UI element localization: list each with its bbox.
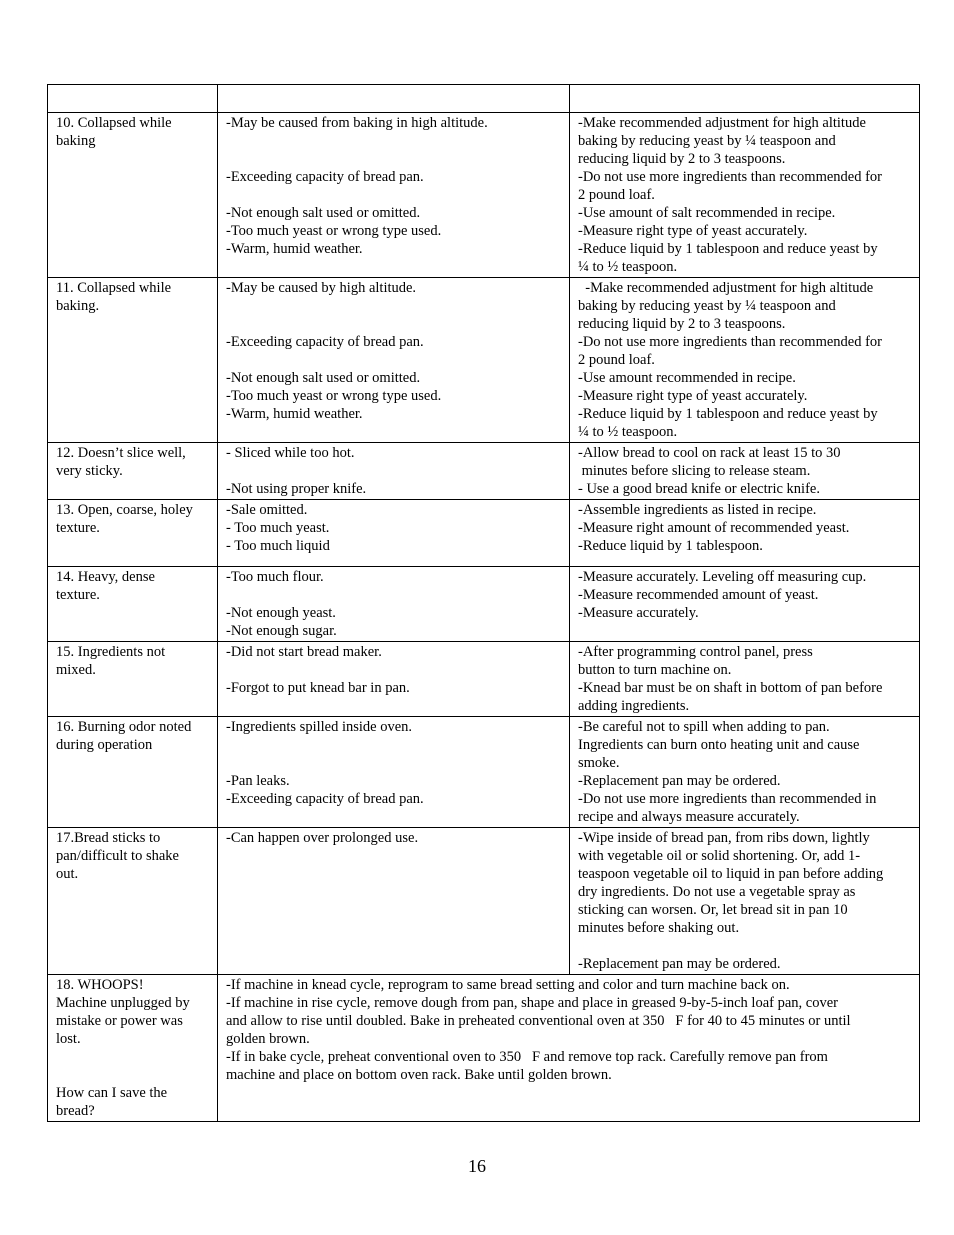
solution-cell-merged: -If machine in knead cycle, reprogram to same bread setting and color and turn machine back on. -If machine in rise cycle, remove dough from pan, shape and place in greased 9-by-5-inch loaf pan, cover and allow to rise until doubled. Bake in preheated conventional oven at 350 F for 40 to 45 minutes or until golden brown. -If in bake cycle, preheat conventional oven to 350 F and remove top rack. Carefully remove pan from machine and place on bottom oven rack. Bake until golden brown. bbox=[218, 975, 920, 1122]
cause-cell: -Did not start bread maker. -Forgot to put knead bar in pan. bbox=[218, 642, 570, 717]
cause-cell: -Too much flour. -Not enough yeast. -Not enough sugar. bbox=[218, 567, 570, 642]
problem-cell: 10. Collapsed while baking bbox=[48, 113, 218, 278]
table-row bbox=[48, 500, 920, 567]
table-row bbox=[48, 975, 920, 1122]
solution-cell: -Be careful not to spill when adding to pan. Ingredients can burn onto heating unit and cause smoke. -Replacement pan may be ordered. -Do not use more ingredients than recommended in recipe and always measure accurately. bbox=[570, 717, 920, 828]
table-row bbox=[48, 828, 920, 975]
page-number: 16 bbox=[468, 1156, 486, 1176]
problem-cell: 14. Heavy, dense texture. bbox=[48, 567, 218, 642]
problem-cell: 17.Bread sticks to pan/difficult to shake out. bbox=[48, 828, 218, 975]
cause-cell: -Ingredients spilled inside oven. -Pan leaks. -Exceeding capacity of bread pan. bbox=[218, 717, 570, 828]
table-row bbox=[48, 113, 920, 278]
table-row bbox=[48, 567, 920, 642]
problem-cell: 16. Burning odor noted during operation bbox=[48, 717, 218, 828]
cause-cell: -May be caused from baking in high altitude. -Exceeding capacity of bread pan. -Not enough salt used or omitted. -Too much yeast or wrong type used. -Warm, humid weather. bbox=[218, 113, 570, 278]
header-cell-solution bbox=[570, 85, 920, 113]
cause-cell: -Can happen over prolonged use. bbox=[218, 828, 570, 975]
table-header-row bbox=[48, 85, 920, 113]
solution-cell: -Measure accurately. Leveling off measuring cup. -Measure recommended amount of yeast. -Measure accurately. bbox=[570, 567, 920, 642]
cause-cell: -May be caused by high altitude. -Exceeding capacity of bread pan. -Not enough salt used or omitted. -Too much yeast or wrong type used. -Warm, humid weather. bbox=[218, 278, 570, 443]
cause-cell: -Sale omitted. - Too much yeast. - Too much liquid bbox=[218, 500, 570, 567]
problem-cell: 18. WHOOPS! Machine unplugged by mistake or power was lost. How can I save the bread? bbox=[48, 975, 218, 1122]
solution-cell: -Assemble ingredients as listed in recipe. -Measure right amount of recommended yeast. -Reduce liquid by 1 tablespoon. bbox=[570, 500, 920, 567]
troubleshooting-table-body bbox=[48, 85, 920, 1122]
table-row bbox=[48, 443, 920, 500]
header-cell-cause bbox=[218, 85, 570, 113]
solution-cell: -After programming control panel, press button to turn machine on. -Knead bar must be on shaft in bottom of pan before adding ingredients. bbox=[570, 642, 920, 717]
problem-cell: 11. Collapsed while baking. bbox=[48, 278, 218, 443]
table-row bbox=[48, 642, 920, 717]
problem-cell: 12. Doesn’t slice well, very sticky. bbox=[48, 443, 218, 500]
header-cell-problem bbox=[48, 85, 218, 113]
solution-cell: -Make recommended adjustment for high altitude baking by reducing yeast by ¼ teaspoon and reducing liquid by 2 to 3 teaspoons. -Do not use more ingredients than recommended for 2 pound loaf. -Use amount recommended in recipe. -Measure right type of yeast accurately. -Reduce liquid by 1 tablespoon and reduce yeast by ¼ to ½ teaspoon. bbox=[570, 278, 920, 443]
cause-cell: - Sliced while too hot. -Not using proper knife. bbox=[218, 443, 570, 500]
table-row bbox=[48, 278, 920, 443]
problem-cell: 15. Ingredients not mixed. bbox=[48, 642, 218, 717]
solution-cell: -Make recommended adjustment for high altitude baking by reducing yeast by ¼ teaspoon and reducing liquid by 2 to 3 teaspoons. -Do not use more ingredients than recommended for 2 pound loaf. -Use amount of salt recommended in recipe. -Measure right type of yeast accurately. -Reduce liquid by 1 tablespoon and reduce yeast by ¼ to ½ teaspoon. bbox=[570, 113, 920, 278]
troubleshooting-table bbox=[47, 84, 920, 1122]
solution-cell: -Allow bread to cool on rack at least 15 to 30 minutes before slicing to release steam. - Use a good bread knife or electric knife. bbox=[570, 443, 920, 500]
solution-cell: -Wipe inside of bread pan, from ribs down, lightly with vegetable oil or solid shortening. Or, add 1- teaspoon vegetable oil to liquid in pan before adding dry ingredients. Do not use a vegetable spray as sticking can worsen. Or, let bread sit in pan 10 minutes before shaking out. -Replacement pan may be ordered. bbox=[570, 828, 920, 975]
table-row bbox=[48, 717, 920, 828]
problem-cell: 13. Open, coarse, holey texture. bbox=[48, 500, 218, 567]
